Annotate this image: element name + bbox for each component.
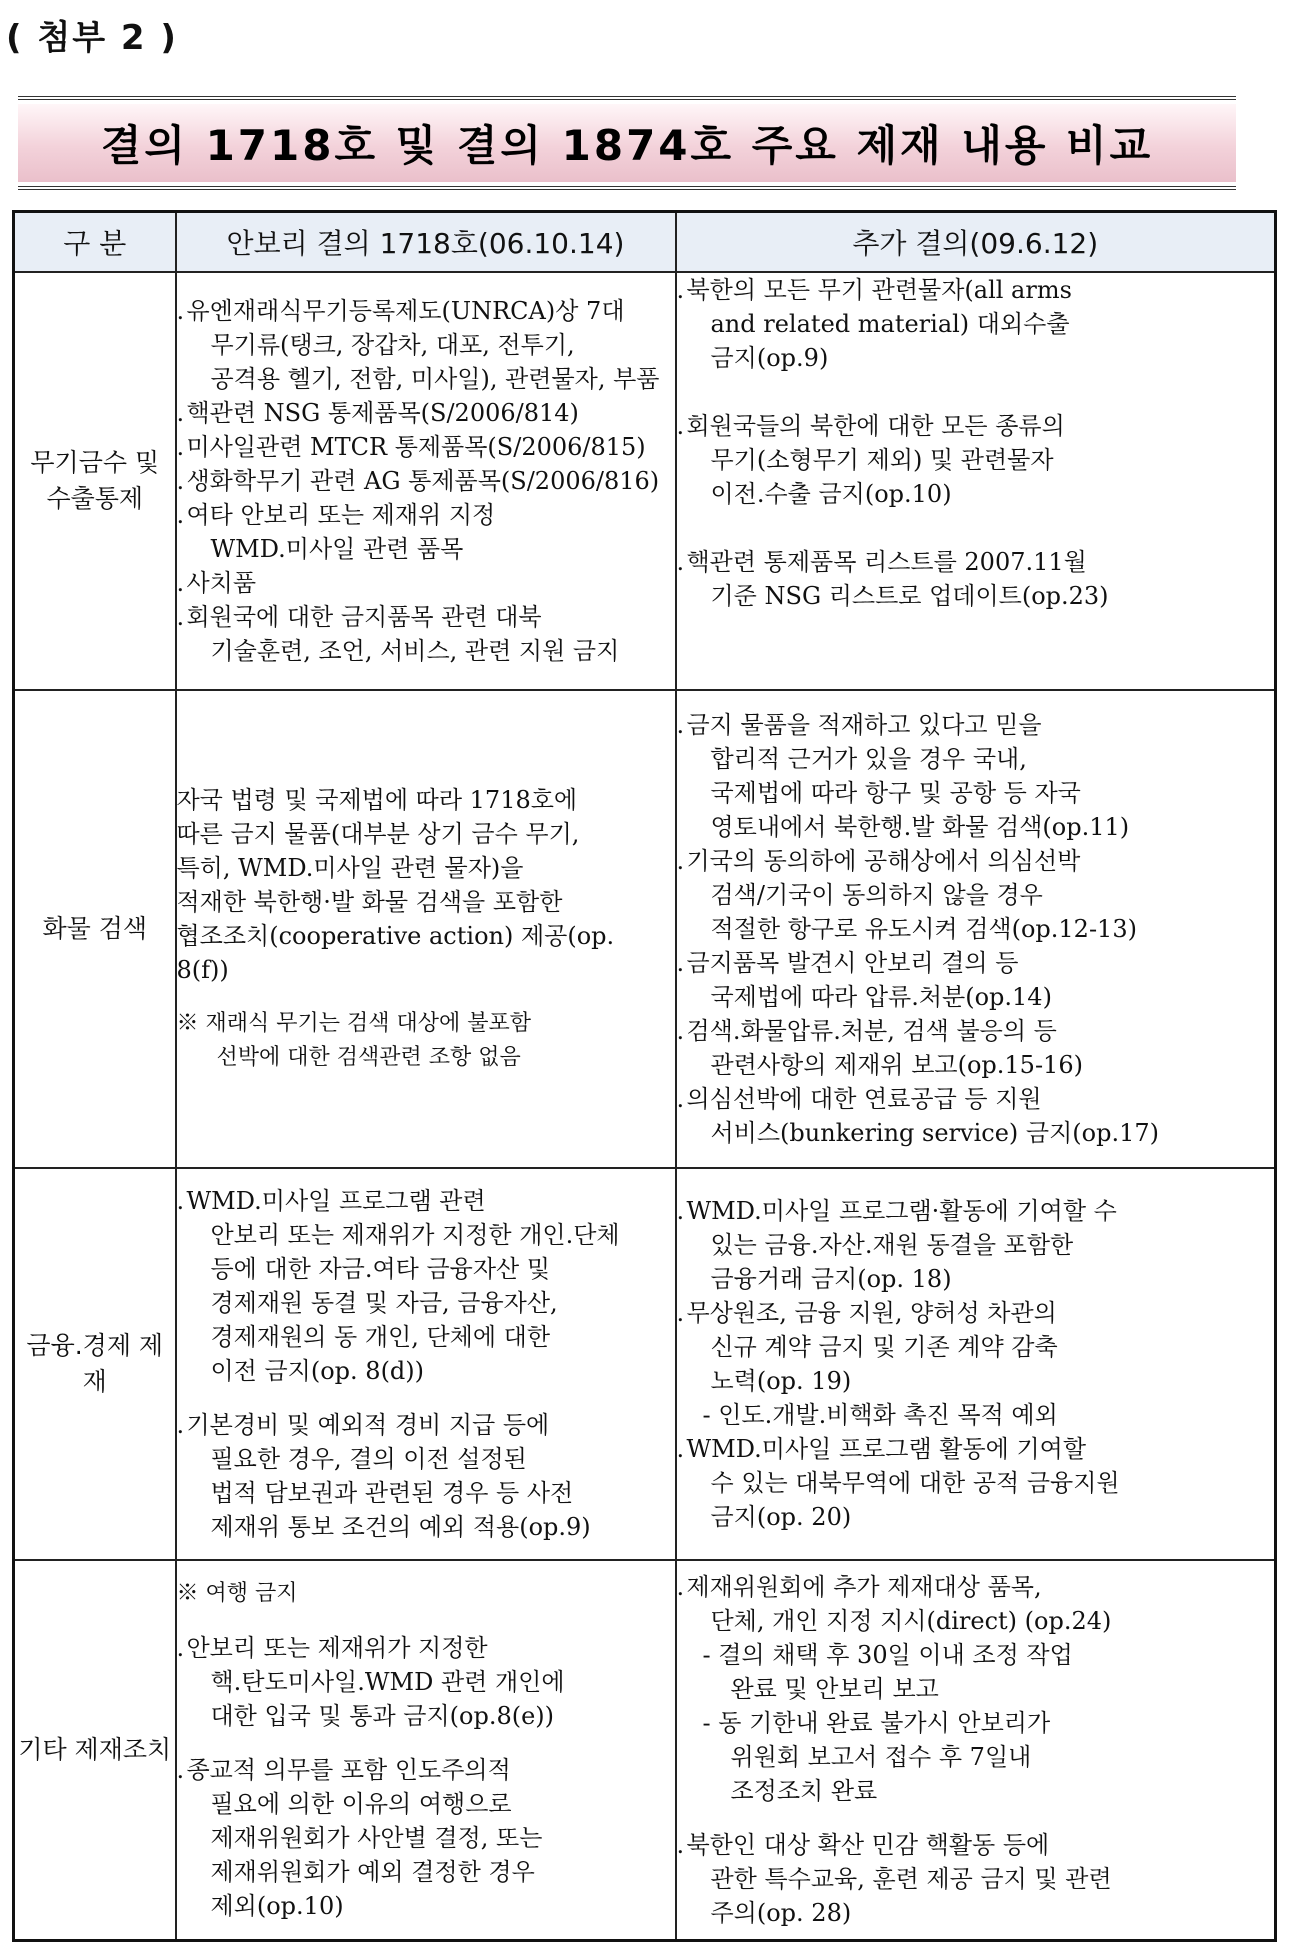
list-item: . 금지 물품을 적재하고 있다고 믿을 (677, 708, 1275, 742)
document-title: 결의 1718호 및 결의 1874호 주요 제재 내용 비교 (100, 121, 1154, 170)
list-item: 필요에 의한 이유의 여행으로 (210, 1789, 512, 1818)
list-item: . 금지품목 발견시 안보리 결의 등 (677, 946, 1275, 980)
spacer (177, 1611, 675, 1631)
list-item: 무기(소형무기 제외) 및 관련물자 (710, 446, 1054, 474)
res1718-cell (176, 1560, 676, 1940)
list-item: - 결의 채택 후 30일 이내 조정 작업 (677, 1638, 1275, 1672)
row-category (14, 1168, 176, 1560)
list-item: . 미사일관련 MTCR 통제품목(S/2006/815) (177, 430, 675, 464)
list-item: 경제재원의 동 개인, 단체에 대한 (210, 1323, 551, 1351)
attachment-label: ( 첨부 2 ) (6, 18, 178, 58)
list-item: 안보리 또는 제재위가 지정한 개인.단체 (210, 1221, 620, 1249)
list-item: 금지(op.9) (710, 344, 829, 372)
list-item: . 기국의 동의하에 공해상에서 의심선박 (677, 844, 1275, 878)
list-item: . 유엔재래식무기등록제도(UNRCA)상 7대 (177, 294, 675, 328)
list-item: . 사치품 (177, 566, 675, 600)
list-item: 관련사항의 제재위 보고(op.15-16) (710, 1051, 1083, 1079)
list-item: 신규 계약 금지 및 기존 계약 감축 (710, 1333, 1058, 1361)
list-item: 관한 특수교육, 훈련 제공 금지 및 관련 (710, 1864, 1112, 1893)
list-item: 무기류(탱크, 장갑차, 대포, 전투기, (210, 331, 575, 359)
list-item: 국제법에 따라 항구 및 공항 등 자국 (710, 779, 1081, 807)
row-category (14, 1560, 176, 1940)
comparison-table (12, 210, 1277, 1942)
list-item: WMD.미사일 관련 품목 (210, 535, 464, 563)
list-item: 이전.수출 금지(op.10) (710, 480, 952, 508)
list-item: 기술훈련, 조언, 서비스, 관련 지원 금지 (210, 637, 620, 665)
list-item: . WMD.미사일 프로그램 관련 (177, 1184, 675, 1218)
list-item: 핵.탄도미사일.WMD 관련 개인에 (210, 1667, 565, 1696)
category-line: 화물 검색 (42, 914, 148, 943)
list-item: 경제재원 동결 및 자금, 금융자산, (210, 1289, 558, 1317)
res1718-cell (176, 690, 676, 1168)
title-banner (18, 96, 1236, 190)
row-category (14, 690, 176, 1168)
list-item: . 회원국들의 북한에 대한 모든 종류의 (677, 409, 1275, 443)
list-item: 이전 금지(op. 8(d)) (210, 1357, 425, 1385)
spacer (177, 1388, 675, 1408)
list-item: 단체, 개인 지정 지시(direct) (op.24) (710, 1606, 1112, 1635)
list-item: 금융거래 금지(op. 18) (710, 1265, 952, 1293)
list-item: . 종교적 의무를 포함 인도주의적 (177, 1753, 675, 1787)
header-row (14, 212, 1276, 273)
list-item: 대한 입국 및 통과 금지(op.8(e)) (210, 1701, 555, 1730)
res1718-cell (176, 1168, 676, 1560)
list-item: 있는 금융.자산.재원 동결을 포함한 (710, 1231, 1074, 1259)
header-res1874: 추가 결의(09.6.12) (676, 212, 1276, 273)
list-item: 자국 법령 및 국제법에 따라 1718호에 (176, 786, 578, 814)
list-item: 등에 대한 자금.여타 금융자산 및 (210, 1255, 551, 1283)
list-item: 8(f)) (176, 956, 229, 984)
list-item: . 의심선박에 대한 연료공급 등 지원 (677, 1082, 1275, 1116)
list-item: 적재한 북한행·발 화물 검색을 포함한 (176, 888, 563, 916)
list-item: . 북한의 모든 무기 관련물자(all arms (677, 273, 1275, 307)
list-item: 위원회 보고서 접수 후 7일내 (730, 1742, 1032, 1771)
res1874-cell (676, 272, 1276, 690)
list-item: 협조조치(cooperative action) 제공(op. (176, 922, 615, 950)
list-item: 영토내에서 북한행.발 화물 검색(op.11) (710, 813, 1130, 841)
category-line: 기타 제재조치 (18, 1734, 172, 1764)
spacer (677, 1808, 1275, 1828)
list-item: . WMD.미사일 프로그램·활동에 기여할 수 (677, 1194, 1275, 1228)
list-item: 특히, WMD.미사일 관련 물자)을 (176, 854, 524, 882)
spacer (677, 375, 1275, 409)
header-res1718: 안보리 결의 1718호(06.10.14) (176, 212, 676, 273)
list-item: 제재위원회가 사안별 결정, 또는 (210, 1823, 543, 1852)
list-item: 공격용 헬기, 전함, 미사일), 관련물자, 부품 (210, 365, 660, 393)
list-item: 제재위 통보 조건의 예외 적용(op.9) (210, 1513, 591, 1541)
note-item: ※ 여행 금지 (177, 1577, 675, 1611)
list-item: 필요한 경우, 결의 이전 설정된 (210, 1445, 527, 1473)
list-item: 합리적 근거가 있을 경우 국내, (710, 745, 1027, 773)
category-line: 수출통제 (46, 484, 144, 513)
list-item: - 동 기한내 완료 불가시 안보리가 (677, 1706, 1275, 1740)
list-item: 법적 담보권과 관련된 경우 등 사전 (210, 1479, 574, 1507)
list-item: 제외(op.10) (210, 1891, 344, 1920)
list-item: 금지(op. 20) (710, 1503, 852, 1531)
list-item: 주의(op. 28) (710, 1898, 852, 1927)
list-item: . 검색.화물압류.처분, 검색 불응의 등 (677, 1014, 1275, 1048)
list-item: . 기본경비 및 예외적 경비 지급 등에 (177, 1408, 675, 1442)
res1874-cell (676, 1560, 1276, 1940)
list-item: . 회원국에 대한 금지품목 관련 대북 (177, 600, 675, 634)
title-box (18, 104, 1236, 182)
category-line: 금융.경제 제재 (26, 1331, 164, 1396)
list-item: 적절한 항구로 유도시켜 검색(op.12-13) (710, 915, 1137, 943)
list-item: 노력(op. 19) (710, 1367, 852, 1395)
res1718-cell (176, 272, 676, 690)
spacer (177, 987, 675, 1007)
list-item: 따른 금지 물품(대부분 상기 금수 무기, (176, 820, 580, 848)
list-item: 서비스(bunkering service) 금지(op.17) (710, 1119, 1159, 1147)
list-item: . 북한인 대상 확산 민감 핵활동 등에 (677, 1828, 1275, 1862)
list-item: . 안보리 또는 제재위가 지정한 (177, 1631, 675, 1665)
note-item: ※ 재래식 무기는 검색 대상에 불포함 (177, 1007, 675, 1041)
list-item: 제재위원회가 예외 결정한 경우 (210, 1857, 535, 1886)
spacer (677, 511, 1275, 545)
table-row (14, 690, 1276, 1168)
list-item: 검색/기국이 동의하지 않을 경우 (710, 881, 1043, 909)
list-item: . WMD.미사일 프로그램 활동에 기여할 (677, 1432, 1275, 1466)
table-row (14, 1168, 1276, 1560)
list-item: . 제재위원회에 추가 제재대상 품목, (677, 1570, 1275, 1604)
list-item: . 여타 안보리 또는 제재위 지정 (177, 498, 675, 532)
res1874-cell (676, 690, 1276, 1168)
note-item: 선박에 대한 검색관련 조항 없음 (216, 1045, 521, 1070)
table-row (14, 1560, 1276, 1940)
row-category (14, 272, 176, 690)
list-item: 조정조치 완료 (730, 1776, 878, 1805)
list-item: 기준 NSG 리스트로 업데이트(op.23) (710, 582, 1109, 610)
list-item: 완료 및 안보리 보고 (730, 1674, 939, 1703)
header-category: 구 분 (14, 212, 176, 273)
spacer (177, 1733, 675, 1753)
list-item: . 생화학무기 관련 AG 통제품목(S/2006/816) (177, 464, 675, 498)
list-item: . 무상원조, 금융 지원, 양허성 차관의 (677, 1296, 1275, 1330)
table-row (14, 272, 1276, 690)
list-item: 국제법에 따라 압류.처분(op.14) (710, 983, 1052, 1011)
list-item: 수 있는 대북무역에 대한 공적 금융지원 (710, 1469, 1120, 1497)
list-item: . 핵관련 통제품목 리스트를 2007.11월 (677, 545, 1275, 579)
list-item: - 인도.개발.비핵화 촉진 목적 예외 (677, 1398, 1275, 1432)
list-item: and related material) 대외수출 (710, 310, 1070, 338)
list-item: . 핵관련 NSG 통제품목(S/2006/814) (177, 396, 675, 430)
res1874-cell (676, 1168, 1276, 1560)
category-line: 무기금수 및 (30, 448, 160, 477)
